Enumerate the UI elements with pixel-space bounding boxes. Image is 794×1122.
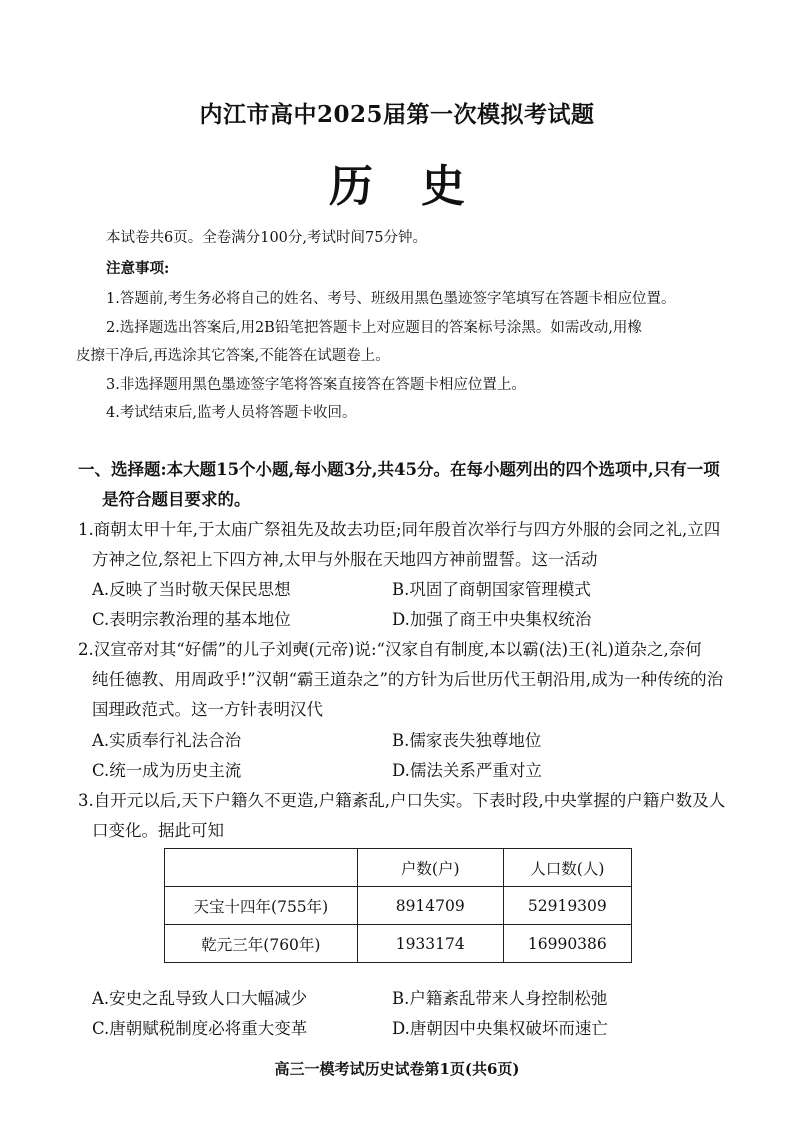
notice-item-1: 1.答题前,考生务必将自己的姓名、考号、班级用黑色墨迹签字笔填写在答题卡相应位置。: [106, 291, 676, 307]
question-2-option-c: C.统一成为历史主流: [92, 761, 242, 780]
question-3-option-c: C.唐朝赋税制度必将重大变革: [92, 1019, 308, 1038]
question-2-option-b: B.儒家丧失独尊地位: [392, 731, 542, 750]
page-footer: 高三一模考试历史试卷第1页(共6页): [274, 1060, 520, 1078]
question-2-stem-cont-2: 国理政范式。这一方针表明汉代: [92, 700, 323, 719]
question-1-stem-cont: 方神之位,祭祀上下四方神,太甲与外服在天地四方神前盟誓。这一活动: [92, 550, 598, 569]
notice-item-2: 2.选择题选出答案后,用2B铅笔把答题卡上对应题目的答案标号涂黑。如需改动,用橡: [106, 320, 642, 336]
table-header-cell: 户数(户): [357, 849, 503, 887]
table-cell: 天宝十四年(755年): [165, 887, 358, 925]
exam-title: 内江市高中2025届第一次模拟考试题: [199, 101, 595, 128]
question-3-option-b: B.户籍紊乱带来人身控制松弛: [392, 989, 608, 1008]
notice-title: 注意事项:: [106, 260, 170, 277]
table-cell: 16990386: [503, 925, 631, 963]
question-3-option-a: A.安史之乱导致人口大幅减少: [92, 989, 308, 1008]
intro-line: 本试卷共6页。全卷满分100分,考试时间75分钟。: [106, 230, 427, 246]
notice-item-4: 4.考试结束后,监考人员将答题卡收回。: [106, 405, 357, 421]
table-header-cell: 人口数(人): [503, 849, 631, 887]
question-1-option-c: C.表明宗教治理的基本地位: [92, 610, 291, 629]
question-3-option-d: D.唐朝因中央集权破坏而速亡: [392, 1019, 608, 1038]
question-1-option-b: B.巩固了商朝国家管理模式: [392, 580, 591, 599]
question-1-option-a: A.反映了当时敬天保民思想: [92, 580, 291, 599]
section-heading: 一、选择题:本大题15个小题,每小题3分,共45分。在每小题列出的四个选项中,只有一项: [78, 460, 720, 479]
question-3-stem: 3.自开元以后,天下户籍久不更造,户籍紊乱,户口失实。下表时段,中央掌握的户籍户数及人: [78, 791, 726, 810]
household-population-table: [164, 848, 632, 963]
table-header-cell: [165, 849, 358, 887]
table-cell: 1933174: [357, 925, 503, 963]
table-row: [165, 887, 632, 925]
question-2-stem: 2.汉宣帝对其“好儒”的儿子刘奭(元帝)说:“汉家自有制度,本以霸(法)王(礼)道杂之,奈何: [78, 640, 702, 659]
notice-item-3: 3.非选择题用黑色墨迹签字笔将答案直接答在答题卡相应位置上。: [106, 377, 526, 393]
table-cell: 乾元三年(760年): [165, 925, 358, 963]
table-row: [165, 925, 632, 963]
table-cell: 52919309: [503, 887, 631, 925]
subject-title: 历史: [329, 161, 513, 212]
table-header-row: [165, 849, 632, 887]
question-2-stem-cont: 纯任德教、用周政乎!”汉朝“霸王道杂之”的方针为后世历代王朝沿用,成为一种传统的治: [92, 670, 724, 689]
table-cell: 8914709: [357, 887, 503, 925]
notice-item-2-cont: 皮擦干净后,再选涂其它答案,不能答在试题卷上。: [76, 348, 390, 364]
question-1-stem: 1.商朝太甲十年,于太庙广祭祖先及故去功臣;同年殷首次举行与四方外服的会同之礼,立四: [78, 520, 721, 539]
section-heading-cont: 是符合题目要求的。: [102, 490, 251, 509]
question-3-stem-cont: 口变化。据此可知: [92, 821, 224, 840]
question-1-option-d: D.加强了商王中央集权统治: [392, 610, 592, 629]
question-2-option-a: A.实质奉行礼法合治: [92, 731, 242, 750]
question-2-option-d: D.儒法关系严重对立: [392, 761, 542, 780]
